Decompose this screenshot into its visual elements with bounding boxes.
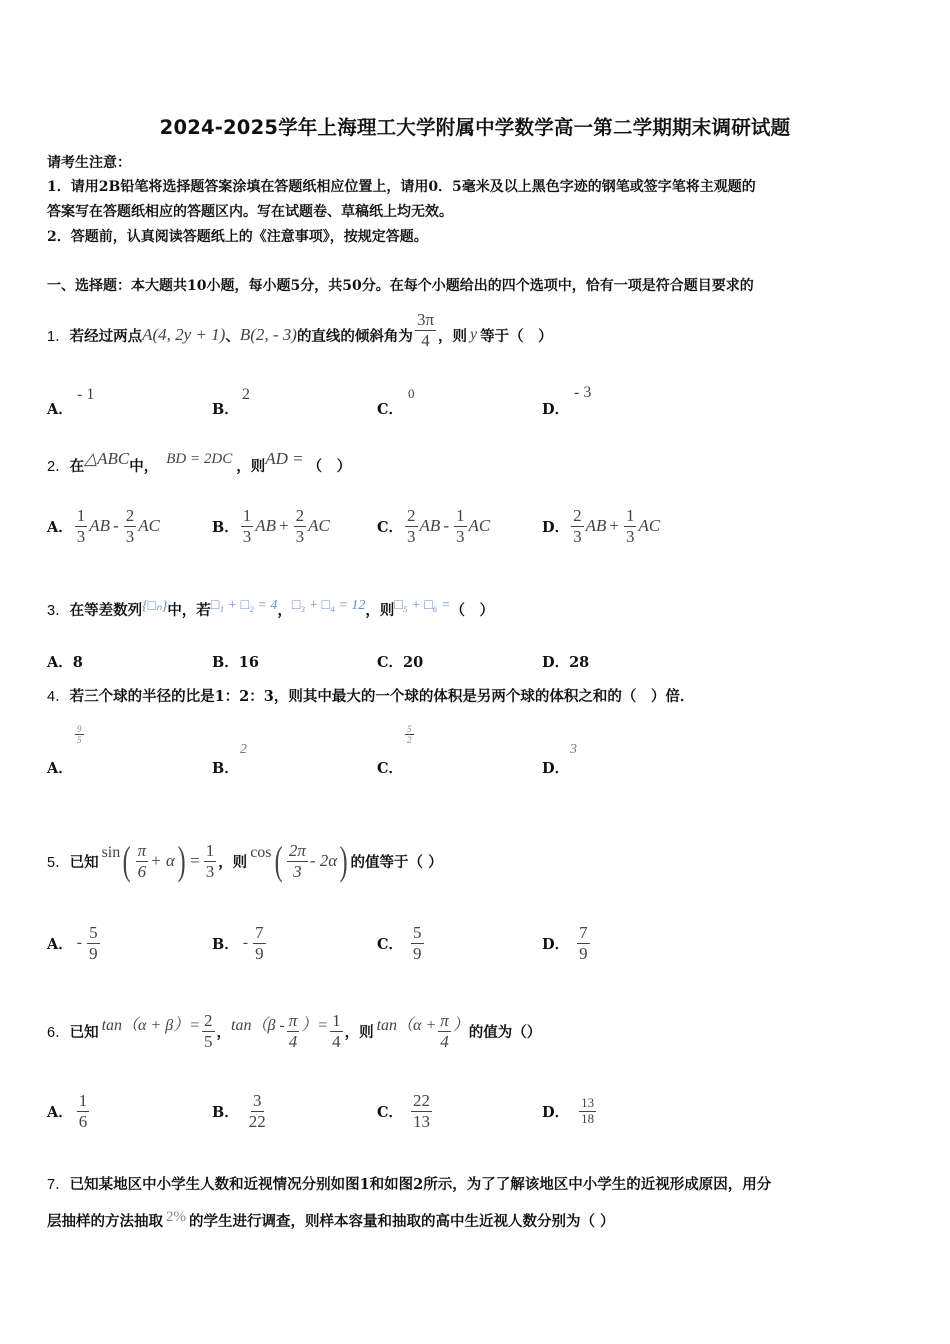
q4-option-d-label: D．: [542, 760, 570, 777]
math-fraction: [571, 506, 584, 546]
question-text: ，: [277, 601, 292, 619]
math-term: - 2α: [309, 851, 338, 870]
question-number: 4．: [47, 689, 70, 705]
question-text: ，则: [218, 853, 248, 871]
option-label: B．: [212, 518, 239, 536]
numerator: 3π: [416, 309, 435, 329]
math-operator: -: [113, 516, 119, 535]
option-label: B．: [212, 654, 239, 671]
math-fraction: [624, 506, 637, 546]
math-sign: -: [76, 934, 83, 951]
denominator: 3: [125, 526, 135, 546]
denominator: 9: [413, 943, 422, 963]
question-number: 5．: [47, 854, 70, 871]
question-text: ，: [344, 1023, 360, 1041]
question-text: ，则: [365, 601, 395, 619]
q2-option-a: [47, 503, 160, 549]
math-fraction: [75, 506, 88, 546]
math-condition-2: □₃ + □₄ = 12: [291, 598, 366, 613]
math-fraction: [330, 1011, 343, 1051]
option-value: 28: [569, 654, 590, 671]
numerator: 5: [413, 922, 422, 942]
question-text: 中，: [129, 457, 159, 475]
numerator: 2: [407, 505, 416, 525]
math-operator: +: [609, 516, 619, 535]
math-fraction: [454, 506, 467, 546]
denominator: 4: [332, 1031, 341, 1051]
notice-line-2: 答案写在答题纸相应的答题区内。写在试题卷、草稿纸上均无效。: [47, 204, 453, 220]
numerator: 1: [242, 505, 252, 525]
numerator: 7: [255, 922, 264, 942]
numerator: 1: [332, 1010, 341, 1030]
q3-option-b: [212, 651, 259, 672]
option-value: 20: [403, 654, 424, 671]
denominator: 3: [407, 526, 416, 546]
question-text: 的直线的倾斜角为: [296, 327, 413, 345]
math-paren-open: (: [274, 838, 283, 883]
math-operator: -: [443, 516, 449, 535]
numerator: 7: [579, 922, 588, 942]
question-text: 的学生进行调查，则样本容量和抽取的高中生近视人数分别为（ ）: [189, 1213, 615, 1230]
math-fraction: [136, 841, 149, 881]
q1-option-b-label: B．: [212, 401, 239, 418]
question-text: 已知: [69, 853, 99, 871]
math-expression: tan（α +: [376, 1016, 437, 1034]
math-fraction: [204, 841, 217, 881]
math-condition-1: □₁ + □₂ = 4: [210, 598, 278, 613]
denominator: 3: [456, 526, 465, 546]
numerator: π: [137, 840, 147, 860]
math-fraction: [75, 724, 84, 746]
math-percent: 2%: [166, 1209, 186, 1225]
option-label: A．: [47, 654, 73, 671]
numerator: 1: [76, 505, 86, 525]
math-vector: AC: [138, 516, 160, 535]
math-fraction: [253, 923, 266, 963]
denominator: 9: [89, 943, 98, 963]
math-paren-close: ): [339, 838, 348, 883]
math-term: + α: [150, 851, 175, 870]
math-fraction: [247, 1091, 268, 1131]
q4-option-b-value: 2: [240, 742, 247, 757]
question-text: 则: [359, 1023, 374, 1041]
q3-option-a: [47, 651, 83, 672]
q1-option-d-value: - 3: [574, 384, 592, 401]
q1-option-c-label: C．: [377, 401, 404, 418]
denominator: 22: [248, 1111, 266, 1131]
question-text: 在: [69, 457, 85, 475]
denominator: 3: [242, 526, 252, 546]
math-point-b: B(2, - 3): [239, 325, 297, 344]
question-text: 中，若: [167, 601, 211, 619]
math-fraction: [287, 1011, 300, 1051]
math-point-a: A(4, 2y + 1): [142, 325, 226, 344]
q3-option-c: [377, 651, 423, 672]
numerator: 2: [573, 505, 582, 525]
question-1: [47, 300, 553, 370]
option-label: C．: [377, 1103, 404, 1121]
option-label: C．: [377, 518, 404, 536]
math-paren-open: (: [122, 838, 131, 883]
math-fraction: [415, 310, 436, 350]
option-label: C．: [377, 654, 404, 671]
math-expression: tan（α + β）=: [101, 1016, 200, 1034]
q5-option-b: [212, 920, 268, 966]
option-value: 8: [72, 654, 83, 671]
numerator: 1: [456, 505, 465, 525]
math-fraction: [579, 1096, 596, 1127]
numerator: 5: [89, 922, 98, 942]
math-variable: y: [470, 326, 478, 343]
denominator: 13: [413, 1111, 431, 1131]
question-text: 已知某地区中小学生人数和近视情况分别如图1和如图2所示，为了了解该地区中小学生的近视形成原因，用分: [69, 1176, 772, 1193]
numerator: 1: [625, 505, 635, 525]
denominator: 3: [76, 526, 86, 546]
q1-option-c-value: 0: [408, 386, 415, 401]
denominator: 3: [293, 861, 302, 881]
math-fraction: [411, 1091, 432, 1131]
question-number: 6．: [47, 1024, 70, 1041]
math-fraction: [87, 923, 100, 963]
q2-option-c: [377, 503, 490, 549]
q5-option-c: [377, 920, 426, 966]
math-triangle: △ABC: [84, 449, 130, 468]
q1-option-a-value: - 1: [77, 386, 95, 403]
question-text: 、: [225, 327, 240, 345]
math-operator: =: [190, 851, 200, 870]
question-text: 的值为（）: [468, 1023, 542, 1041]
q4-option-a-value: [73, 724, 86, 746]
q1-option-a-label: A．: [47, 401, 73, 418]
math-fraction: [202, 1011, 215, 1051]
notice-heading: 请考生注意：: [47, 155, 131, 171]
denominator: 3: [295, 526, 305, 546]
math-expression: ）: [452, 1016, 469, 1034]
denominator: 18: [581, 1110, 595, 1126]
question-3: [47, 592, 494, 626]
option-label: A．: [47, 935, 73, 953]
q2-option-b: [212, 503, 330, 549]
numerator: 2: [125, 505, 135, 525]
q4-option-a-label: A．: [47, 760, 73, 777]
q6-option-d: [542, 1088, 598, 1134]
option-label: D．: [542, 654, 570, 671]
q3-option-d: [542, 651, 589, 672]
question-text: 的值等于（ ）: [350, 853, 443, 871]
question-text: 在等差数列: [69, 601, 143, 619]
math-fraction: [124, 506, 137, 546]
math-vector: AC: [468, 516, 491, 535]
numerator: 5: [407, 724, 412, 734]
q1-option-d-label: D．: [542, 401, 570, 418]
question-text: （ ）: [450, 601, 494, 619]
question-text: 若经过两点: [69, 327, 143, 345]
question-7-line-2: [47, 1210, 615, 1231]
numerator: 13: [581, 1094, 595, 1110]
math-function: cos: [250, 844, 272, 861]
math-fraction: [577, 923, 590, 963]
option-value: 16: [238, 654, 259, 671]
math-operator: +: [279, 516, 289, 535]
question-number: 7．: [47, 1177, 70, 1193]
numerator: 3: [253, 1090, 262, 1110]
math-vector: AB: [419, 516, 441, 535]
denominator: 3: [205, 861, 215, 881]
denominator: 4: [288, 1031, 298, 1051]
q5-option-d: [542, 920, 592, 966]
q4-option-b-label: B．: [212, 760, 239, 777]
question-7-line-1: [47, 1173, 771, 1194]
q2-option-d: [542, 503, 660, 549]
numerator: 2: [204, 1010, 213, 1030]
math-target: □₅ + □₆ =: [394, 598, 451, 613]
question-number: 2．: [47, 458, 70, 475]
question-6: [47, 1004, 541, 1058]
math-fraction: [405, 724, 414, 746]
numerator: 2: [295, 505, 305, 525]
math-sign: -: [242, 934, 249, 951]
question-text: 若三个球的半径的比是1：2：3，则其中最大的一个球的体积是另两个球的体积之和的（ ）倍．: [69, 688, 695, 705]
q4-option-d-value: 3: [570, 742, 577, 757]
denominator: 3: [625, 526, 635, 546]
math-fraction: [411, 923, 424, 963]
math-expression: AD =: [265, 449, 304, 468]
option-label: D．: [542, 518, 570, 536]
question-text: ，: [216, 1023, 231, 1041]
numerator: π: [288, 1010, 298, 1030]
denominator: 5: [204, 1031, 213, 1051]
question-4: [47, 685, 694, 706]
notice-line-1: 1．请用2B铅笔将选择题答案涂填在答题纸相应位置上，请用0．5毫米及以上黑色字迹的钢笔或签字笔将主观题的: [47, 179, 756, 195]
math-expression: tan（β -: [231, 1016, 285, 1034]
q6-option-b: [212, 1088, 270, 1134]
math-function: sin: [101, 844, 121, 861]
numerator: 22: [413, 1090, 431, 1110]
numerator: 1: [78, 1090, 88, 1110]
denominator: 4: [440, 1031, 449, 1051]
math-vector: AB: [89, 516, 111, 535]
notice-line-3: 2．答题前，认真阅读答题纸上的《注意事项》，按规定答题。: [47, 229, 428, 245]
denominator: 6: [78, 1111, 88, 1131]
question-text: 层抽样的方法抽取: [47, 1213, 163, 1230]
denominator: 5: [77, 735, 82, 746]
math-fraction: [294, 506, 307, 546]
math-fraction: [77, 1091, 90, 1131]
option-label: C．: [377, 935, 404, 953]
option-label: D．: [542, 935, 570, 953]
page-title: 2024-2025学年上海理工大学附属中学数学高一第二学期期末调研试题: [159, 116, 791, 139]
question-number: 3．: [47, 602, 70, 619]
section-heading: 一、选择题：本大题共10小题，每小题5分，共50分。在每个小题给出的四个选项中，恰有一项是符合题目要求的: [47, 278, 754, 294]
denominator: 4: [421, 330, 430, 350]
math-condition: BD = 2DC: [166, 450, 233, 467]
math-vector: AB: [585, 516, 607, 535]
question-text: ，则: [438, 327, 468, 345]
q5-option-a: [47, 920, 102, 966]
denominator: 9: [255, 943, 264, 963]
option-label: A．: [47, 1103, 73, 1121]
q4-option-c-value: [403, 724, 416, 746]
denominator: 3: [573, 526, 582, 546]
q4-option-c-label: C．: [377, 760, 404, 777]
math-fraction: [241, 506, 254, 546]
option-label: A．: [47, 518, 73, 536]
q6-option-c: [377, 1088, 434, 1134]
math-vector: AC: [638, 516, 661, 535]
denominator: 6: [137, 861, 147, 881]
denominator: 9: [579, 943, 588, 963]
math-paren-close: ): [177, 838, 186, 883]
numerator: 2π: [288, 840, 306, 860]
denominator: 2: [407, 735, 412, 746]
math-fraction: [287, 841, 308, 881]
option-label: D．: [542, 1103, 570, 1121]
numerator: π: [440, 1010, 449, 1030]
math-expression: ）=: [301, 1016, 329, 1034]
question-text: ，则: [236, 457, 266, 475]
question-number: 1．: [47, 328, 70, 345]
option-label: B．: [212, 1103, 239, 1121]
question-5: [47, 834, 443, 888]
question-text: 已知: [69, 1023, 99, 1041]
math-fraction: [438, 1011, 451, 1051]
math-fraction: [405, 506, 418, 546]
math-vector: AC: [308, 516, 330, 535]
math-sequence: {□ₙ}: [142, 598, 168, 614]
numerator: 9: [77, 724, 82, 734]
option-label: B．: [212, 935, 239, 953]
numerator: 1: [205, 840, 215, 860]
q6-option-a: [47, 1088, 91, 1134]
q1-option-b-value: 2: [242, 386, 250, 403]
question-text: （ ）: [307, 457, 352, 475]
question-text: 等于（ ）: [480, 327, 553, 345]
question-2: [47, 448, 351, 482]
math-vector: AB: [255, 516, 277, 535]
